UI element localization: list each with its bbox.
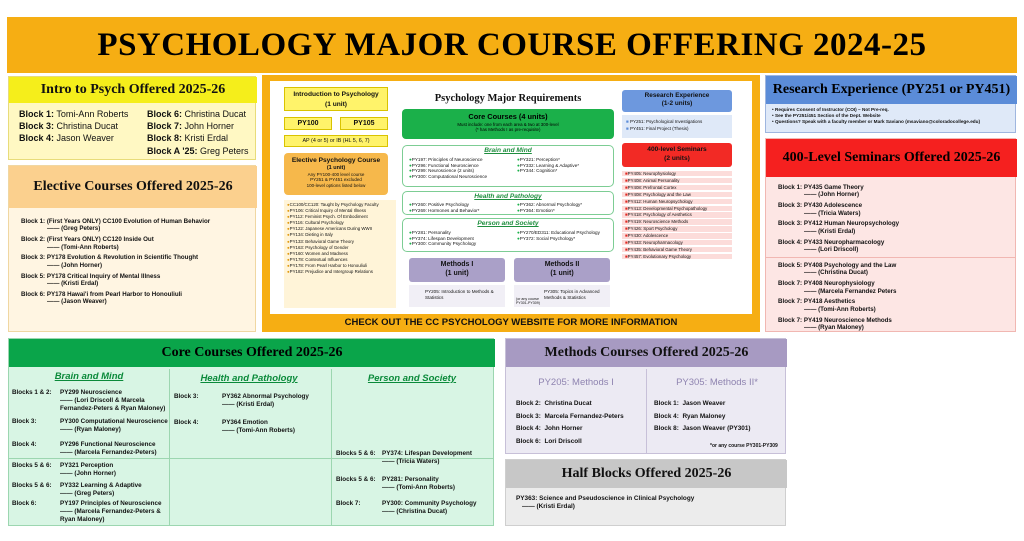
instructor: Jason Weaver xyxy=(56,133,114,144)
block-label: Block 6: xyxy=(147,109,183,119)
divider xyxy=(331,369,332,525)
seminars-heading: 400-Level Seminars Offered 2025-26 xyxy=(766,139,1017,177)
methods1-title: PY205: Methods I xyxy=(538,377,614,388)
core-heading: Core Courses Offered 2025-26 xyxy=(9,339,495,367)
intro-right-list xyxy=(147,108,249,157)
list-item: Block 7: PY418 Aesthetics —— (Tomi-Ann Roberts) xyxy=(778,298,876,313)
intro-heading: Intro to Psych Offered 2025-26 xyxy=(9,77,257,103)
seminars-panel xyxy=(765,138,1016,332)
req-research-list: ■ PY251: Psychological Investigations ■ PY451: Final Project (Thesis) xyxy=(622,115,732,138)
divider xyxy=(169,369,170,525)
block-label: Block 4: xyxy=(19,133,55,144)
methods2-list: Block 1: Jason Weaver Block 4: Ryan Maloney Block 8: Jason Weaver (PY301) xyxy=(654,400,751,433)
req-methods1-course: PY205: Introduction to Methods & Statistics xyxy=(409,285,505,307)
list-item: Block 3: PY178 Evolution & Revolution in Scientific Thought —— (John Horner) xyxy=(21,254,199,269)
req-methods2-note: (or any course PY301-PY309) xyxy=(516,297,540,305)
core-area-brain: Brain and Mind xyxy=(54,371,124,382)
block-label: Block 3: xyxy=(19,121,55,132)
methods-heading: Methods Courses Offered 2025-26 xyxy=(506,339,787,367)
block-label: Block 8: xyxy=(147,133,183,144)
instructor: Greg Peters xyxy=(200,145,249,156)
website-link[interactable]: CHECK OUT THE CC PSYCHOLOGY WEBSITE FOR MORE INFORMATION xyxy=(344,317,678,328)
methods2-note: *or any course PY301-PY309 xyxy=(710,443,778,449)
list-item: Block 4: PY433 Neuropharmacology —— (Lori Driscoll) xyxy=(778,238,885,254)
instructor: John Horner xyxy=(184,121,235,132)
block-label: Block 1: xyxy=(19,109,55,119)
core-area-health: Health and Pathology xyxy=(200,373,298,384)
half-heading: Half Blocks Offered 2025-26 xyxy=(506,460,787,488)
list-item: Block 3: PY430 Adolescence —— (Tricia Waters) xyxy=(778,202,863,217)
list-item: Block 5: PY178 Critical Inquiry of Mental Illness —— (Kristi Erdal) xyxy=(21,272,161,288)
block-label: Block 7: xyxy=(147,121,183,132)
instructor: Kristi Erdal xyxy=(184,133,229,144)
seminars-top-list xyxy=(778,184,1010,257)
block-label: Block A '25: xyxy=(147,145,198,156)
methods2-title: PY305: Methods II* xyxy=(676,377,758,388)
research-bullets: • Requires Consent of Instructor (COI) – Not Pre-req. • See the PY251/451 Section of the Dept. Website • Questions? Speak with a faculty member or Mark Saviano (msaviano@coloradocollege.edu) xyxy=(772,107,981,125)
req-methods1: Methods I (1 unit) xyxy=(409,258,505,282)
req-seminar-box: 400-level Seminars (2 units) xyxy=(622,143,732,167)
list-item: Block 5: PY408 Psychology and the Law —— (Christina Ducat) xyxy=(778,262,897,277)
req-heading: Psychology Major Requirements xyxy=(434,93,582,104)
req-research-box: Research Experience (1-2 units) xyxy=(622,90,732,112)
divider xyxy=(766,257,1015,258)
elective-list xyxy=(21,218,253,309)
page-title: PSYCHOLOGY MAJOR COURSE OFFERING 2024-25 xyxy=(97,27,927,63)
core-area-person: Person and Society xyxy=(367,373,457,384)
req-health-pathology: Health and Pathology ● PY260: Positive Psychology ● PY269: Hormones and Behavior* ● PY362: Abnormal Psychology* ● PY364: Emotion* xyxy=(402,191,614,215)
half-blocks-panel xyxy=(505,459,786,526)
req-intro-box: Introduction to Psychology (1 unit) xyxy=(284,87,388,111)
half-course: PY363: Science and Pseudoscience in Clinical Psychology —— (Kristi Erdal) xyxy=(516,495,695,510)
requirements-chart xyxy=(270,81,752,314)
list-item: Block 6: PY178 Hawai'i from Pearl Harbor to Honouliuli —— (Jason Weaver) xyxy=(21,290,183,306)
list-item: Block 3: PY412 Human Neuropsychology —— (Kristi Erdal) xyxy=(778,220,900,235)
instructor: Tomi-Ann Roberts xyxy=(56,109,129,119)
list-item: Block 2: (First Years ONLY) CC120 Inside Out —— (Tomi-Ann Roberts) xyxy=(21,236,154,251)
list-item: Block 1: (First Years ONLY) CC100 Evolution of Human Behavior —— (Greg Peters) xyxy=(21,218,211,233)
req-methods2: Methods II (1 unit) xyxy=(514,258,610,282)
methods-offered-panel xyxy=(505,338,786,454)
instructor: Christina Ducat xyxy=(184,109,247,119)
req-brain-mind: Brain and Mind ● PY197: Principles of Neuroscience ● PY296: Functional Neuroscience ● PY299: Neuroscience (2 units) ● PY300: Computational Neuroscience ● PY321: Perception* ● PY332: Learning & Adaptive* ● PY344: Cognition* xyxy=(402,145,614,187)
table-row: Blocks 1 & 2: PY299 Neuroscience —— (Lori Driscoll & Marcela Fernandez-Peters & Ryan Maloney) xyxy=(12,389,166,412)
list-item: Block 7: PY408 Neurophysiology —— (Marcela Fernandez Peters xyxy=(778,280,897,295)
core-offered-panel: Core Courses Offered 2025-26 Brain and Mind Health and Pathology Person and Society Blocks 1 & 2: PY299 Neuroscience —— (Lori Driscoll & Marcela Fernandez-Peters & Ryan Maloney) Block 3: PY300 Computational Neuroscience —— (Ryan Maloney) Block 4: PY296 Functional Neuroscience —— (Marcela Fernandez-Peters) Blocks 5 & 6: PY321 Perception —— (John Horner) Blocks 5 & 6: PY332 Learning & Adaptive —— (Greg Peters) Block 6: PY197 Principles of Neuroscience —— (Marcela Fernandez-Peters & Ryan Maloney) Block 3: PY362 Abnormal Psychology —— (Kristi Erdal) Block 4: PY364 Emotion —— (Tomi-Ann Roberts) Blocks 5 & 6: PY374: Lifespan Development —— (Tricia Waters) Blocks 5 & 6: PY281: Personality —— (Tomi-Ann Roberts) Block 7: PY300: Community Psychology —— (Christina Ducat) xyxy=(8,338,494,526)
req-person-society: Person and Society ● PY281: Personality ● PY374: Lifespan Development ● PY300: Community Psychology ● PY270/ED311: Educational Psychology ● PY372: Social Psychology* xyxy=(402,218,614,252)
req-elective-box: Elective Psychology Course (1 unit) Any PY100-400 level course PY251 & PY451 excluded 100-level options listed below xyxy=(284,153,388,195)
research-panel xyxy=(765,75,1016,133)
req-py105: PY105 xyxy=(340,117,388,130)
requirements-panel xyxy=(262,75,760,332)
req-ap: AP (4 or 5) or IB (HL 5, 6, 7) xyxy=(284,135,388,147)
intro-offered-panel xyxy=(8,76,256,160)
req-methods2-course: PY305: Topics in Advanced Methods & Statistics xyxy=(514,285,610,307)
req-elective-list: ● CC100/CC120: Taught by Psychology Faculty ● PY106: Critical Inquiry of Mental Illness ● PY112: Feminist Psych. Of Embodiment ● PY116: Cultural Psychology ● PY122: Japanese Americans During WWII ● PY134: Dieting in Italy ● PY133: Behavioral Game Theory ● PY163: Psychology of Gender ● PY160: Women and Madness ● PY178: Contextual Influences ● PY178: From Pearl Harbor to Honouliuli ● PY182: Prejudice and Intergroup Relations xyxy=(284,200,396,308)
methods1-list: Block 2: Christina Ducat Block 3: Marcela Fernandez-Peters Block 4: John Horner Block 6: Lori Driscoll xyxy=(516,400,624,445)
elective-offered-panel xyxy=(8,165,256,332)
req-seminar-list: ■ PY405: Neurophysiology ■ PY408: Animal Personality ■ PY408: Prefrontal Cortex ■ PY408: Psychology and the Law ■ PY412: Human Neuropsychology ■ PY413: Developmental Psychopathology ■ PY418: Psychology of Aesthetics ■ PY419: Neuroscience Methods ■ PY426: Sport Psychology ■ PY430: Adolescence ■ PY433: Neuropharmacology ■ PY435: Behavioral Game Theory ■ PY457: Evolutionary Psychology xyxy=(622,171,732,261)
title-banner xyxy=(7,17,1017,73)
intro-left-list xyxy=(19,108,128,145)
list-item: Block 7: PY419 Neuroscience Methods —— (Ryan Maloney) xyxy=(778,316,892,332)
req-py100: PY100 xyxy=(284,117,332,130)
req-core-box: Core Courses (4 units) Must include: one from each area & two at 300-level (* has Methods I as pre-requisite) xyxy=(402,109,614,139)
elective-heading: Elective Courses Offered 2025-26 xyxy=(9,166,257,208)
instructor: Christina Ducat xyxy=(56,121,119,132)
seminars-bottom-list xyxy=(778,262,1010,335)
research-heading: Research Experience (PY251 or PY451) xyxy=(766,76,1017,104)
list-item: Block 1: PY435 Game Theory —— (John Horner) xyxy=(778,184,864,199)
